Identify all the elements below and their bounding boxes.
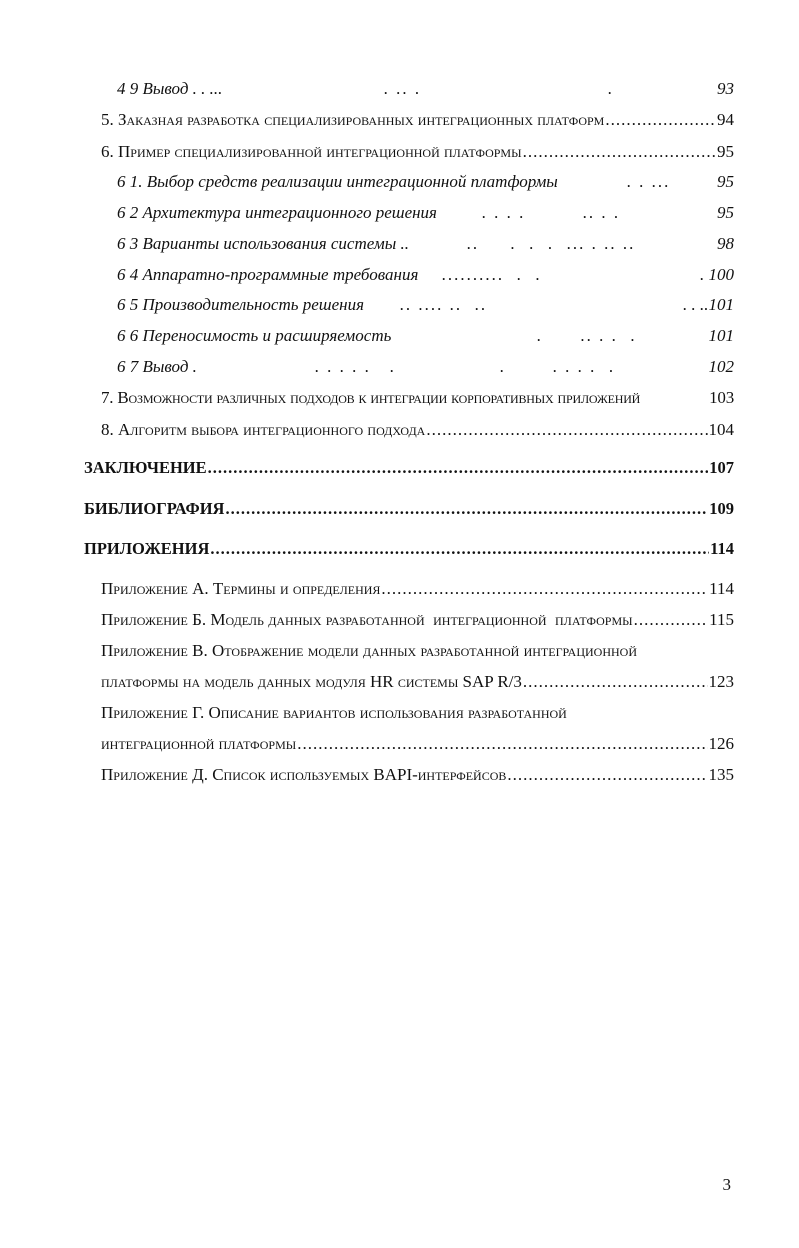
dot-leader: [507, 763, 707, 787]
toc-entry-title: 4 9 Вывод . . ...: [117, 79, 223, 98]
toc-entry-appendix-a[interactable]: [101, 577, 734, 601]
dot-fragment: .. .... .. ..: [400, 295, 488, 314]
dot-fragment: . . . . .: [553, 357, 616, 376]
toc-entry-appendix-g-line2[interactable]: [101, 732, 734, 756]
dot-fragment: .: [500, 357, 507, 376]
toc-entry-6-7[interactable]: [117, 355, 734, 379]
toc-entry-bibliography[interactable]: [84, 497, 734, 521]
toc-entry-title: 6 6 Переносимость и расширяемость: [117, 326, 392, 345]
toc-entry-title: 5. Заказная разработка специализированных интеграционных платформ: [101, 110, 605, 129]
dot-leader: [297, 732, 707, 756]
toc-entry-title: Приложение Б. Модель данных разработанной интеграционной платформы: [101, 610, 633, 629]
dot-leader: [634, 608, 709, 632]
dot-leader: [605, 108, 716, 132]
toc-entry-6-6[interactable]: [117, 324, 734, 348]
toc-entry-title: 6 7 Вывод .: [117, 357, 197, 376]
toc-entry-title: Приложение В. Отображение модели данных разработанной интеграционной: [101, 641, 637, 660]
toc-entry-page: 123: [708, 672, 734, 691]
toc-entry-4-9[interactable]: [117, 77, 734, 101]
toc-entry-title: Приложение Г. Описание вариантов использования разработанной: [101, 703, 567, 722]
toc-entry-appendix-v-line2[interactable]: [101, 670, 734, 694]
toc-entry-page: 114: [709, 579, 734, 598]
page-number: 3: [722, 1175, 731, 1194]
dot-fragment: . .. .: [384, 79, 422, 98]
toc-entry-title: 6. Пример специализированной интеграционной платформы: [101, 142, 522, 161]
dot-fragment: .......... . .: [442, 265, 542, 284]
toc-entry-8[interactable]: [101, 418, 734, 442]
toc-entry-title: 7. Возможности различных подходов к интеграции корпоративных приложений: [101, 388, 641, 407]
dot-fragment: . . . . . .: [315, 357, 397, 376]
dot-fragment: .: [608, 79, 615, 98]
toc-entry-page: 109: [709, 499, 734, 518]
toc-entry-title: 6 2 Архитектура интеграционного решения: [117, 203, 437, 222]
toc-entry-appendix-d[interactable]: [101, 763, 734, 787]
dot-fragment: . . . .: [482, 203, 526, 222]
toc-entry-title: БИБЛИОГРАФИЯ: [84, 499, 225, 518]
dot-leader: [210, 537, 709, 561]
dot-leader: [208, 456, 709, 480]
toc-entry-title: ПРИЛОЖЕНИЯ: [84, 539, 210, 558]
dot-leader: [426, 418, 707, 442]
toc-entry-page: 95: [717, 142, 734, 161]
toc-entry-page: 103: [709, 388, 734, 407]
toc-entry-page: 95: [717, 172, 734, 191]
dot-fragment: .. . .: [583, 203, 621, 222]
toc-entry-6-4[interactable]: [117, 263, 734, 287]
toc-entry-page: 104: [708, 420, 734, 439]
toc-entry-title: Приложение Д. Список используемых BAPI-интерфейсов: [101, 765, 507, 784]
toc-entry-appendix-v-line1[interactable]: [101, 639, 734, 663]
toc-entry-6-2[interactable]: [117, 201, 734, 225]
toc-entry-appendix-g-line1[interactable]: [101, 701, 734, 725]
dot-fragment: .. . . . ... . .. ..: [467, 234, 636, 253]
toc-entry-conclusion[interactable]: [84, 456, 734, 480]
toc-entry-title: 6 3 Варианты использования системы ..: [117, 234, 409, 253]
toc-entry-title-cont: платформы на модель данных модуля HR системы SAP R/3: [101, 672, 522, 691]
toc-entry-page: 95: [717, 203, 734, 222]
toc-entry-page: 93: [717, 79, 734, 98]
toc-entry-page: 101: [708, 326, 734, 345]
toc-entry-page: . . ..101: [683, 295, 734, 314]
dot-fragment: . . ...: [627, 172, 671, 191]
toc-entry-page: 107: [709, 458, 734, 477]
toc-entry-6[interactable]: [101, 140, 734, 164]
toc-entry-page: 94: [717, 110, 734, 129]
dot-leader: [523, 140, 716, 164]
toc-entry-appendices[interactable]: [84, 537, 734, 561]
toc-entry-5[interactable]: [101, 108, 734, 132]
toc-entry-6-5[interactable]: [117, 293, 734, 317]
toc-entry-title: ЗАКЛЮЧЕНИЕ: [84, 458, 207, 477]
toc-entry-title: 6 4 Аппаратно-программные требования: [117, 265, 419, 284]
toc-entry-page: 98: [717, 234, 734, 253]
toc-entry-title: 6 5 Производительность решения: [117, 295, 364, 314]
toc-entry-7[interactable]: [101, 386, 734, 410]
toc-entry-appendix-b[interactable]: [101, 608, 734, 632]
toc-entry-6-1[interactable]: [117, 170, 734, 194]
toc-entry-page: . 100: [700, 265, 734, 284]
toc-entry-page: 126: [708, 734, 734, 753]
toc-entry-title: 6 1. Выбор средств реализации интеграционной платформы: [117, 172, 558, 191]
toc-entry-page: 135: [708, 765, 734, 784]
toc-entry-6-3[interactable]: [117, 232, 734, 256]
toc-entry-title: 8. Алгоритм выбора интеграционного подхода: [101, 420, 426, 439]
toc-entry-page: 114: [710, 539, 734, 558]
toc-entry-page: 102: [708, 357, 734, 376]
dot-leader: [523, 670, 708, 694]
dot-leader: [225, 497, 708, 521]
toc-entry-page: 115: [709, 610, 734, 629]
toc-entry-title: Приложение А. Термины и определения: [101, 579, 381, 598]
toc-entry-title-cont: интеграционной платформы: [101, 734, 297, 753]
dot-leader: [381, 577, 708, 601]
dot-fragment: . .. . . .: [537, 326, 637, 345]
